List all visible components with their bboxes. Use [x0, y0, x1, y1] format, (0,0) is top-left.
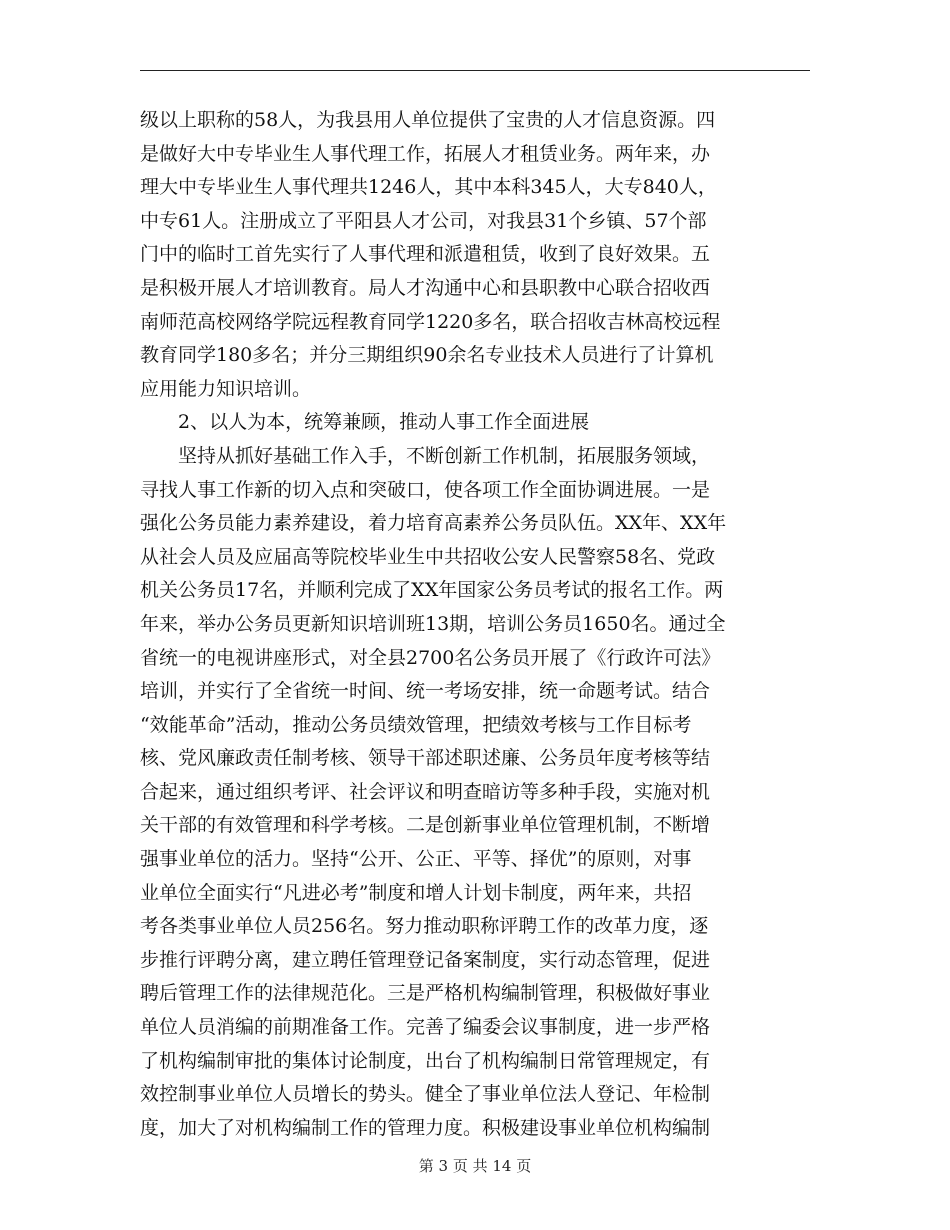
text-line: 坚持从抓好基础工作入手，不断创新工作机制，拓展服务领域，	[178, 444, 711, 467]
text-line: 强事业单位的活力。坚持“公开、公正、平等、择优”的原则，对事	[140, 848, 692, 871]
section-heading: 2、以人为本，统筹兼顾，推动人事工作全面进展	[178, 411, 590, 434]
text-line: 了机构编制审批的集体讨论制度，出台了机构编制日常管理规定，有	[140, 1049, 711, 1072]
page-footer	[0, 1155, 950, 1176]
text-line: 关干部的有效管理和科学考核。二是创新事业单位管理机制，不断增	[140, 814, 711, 837]
text-line: 门中的临时工首先实行了人事代理和派遣租赁，收到了良好效果。五	[140, 243, 711, 266]
text-line: 应用能力知识培训。	[140, 377, 312, 400]
text-line: 级以上职称的58人，为我县用人单位提供了宝贵的人才信息资源。四	[140, 109, 716, 131]
text-line: 理大中专毕业生人事代理共1246人，其中本科345人，大专840人，	[140, 176, 717, 199]
text-line: 核、党风廉政责任制考核、领导干部述职述廉、公务员年度考核等结	[140, 747, 711, 770]
text-line: 机关公务员17名，并顺利完成了XX年国家公务员考试的报名工作。两	[140, 579, 724, 602]
text-line: 中专61人。注册成立了平阳县人才公司，对我县31个乡镇、57个部	[140, 209, 707, 232]
text-line: 南师范高校网络学院远程教育同学1220多名，联合招收吉林高校远程	[140, 310, 721, 333]
text-line: 合起来，通过组织考评、社会评议和明查暗访等多种手段，实施对机	[140, 780, 711, 803]
text-line: 聘后管理工作的法律规范化。三是严格机构编制管理，积极做好事业	[140, 982, 711, 1005]
text-line: “效能革命”活动，推动公务员绩效管理，把绩效考核与工作目标考	[140, 713, 692, 736]
text-line: 培训，并实行了全省统一时间、统一考场安排，统一命题考试。结合	[140, 680, 711, 703]
text-line: 强化公务员能力素养建设，着力培育高素养公务员队伍。XX年、XX年	[140, 512, 727, 535]
text-line: 效控制事业单位人员增长的势头。健全了事业单位法人登记、年检制	[140, 1083, 711, 1106]
text-line: 考各类事业单位人员256名。努力推动职称评聘工作的改革力度，逐	[140, 915, 709, 938]
page-number: 第 3 页 共 14 页	[418, 1157, 532, 1175]
text-line: 从社会人员及应届高等院校毕业生中共招收公安人民警察58名、党政	[140, 545, 716, 568]
text-line: 教育同学180多名；并分三期组织90余名专业技术人员进行了计算机	[140, 344, 714, 367]
body-text	[140, 104, 820, 1145]
text-line: 业单位全面实行“凡进必考”制度和增人计划卡制度，两年来，共招	[140, 881, 692, 904]
text-line: 省统一的电视讲座形式，对全县2700名公务员开展了《行政许可法》	[140, 646, 721, 669]
header-rule	[140, 70, 810, 71]
text-line: 寻找人事工作新的切入点和突破口，使各项工作全面协调进展。一是	[140, 478, 711, 501]
text-line: 是积极开展人才培训教育。局人才沟通中心和县职教中心联合招收西	[140, 276, 711, 299]
text-line: 是做好大中专毕业生人事代理工作，拓展人才租赁业务。两年来，办	[140, 142, 711, 165]
text-line: 年来，举办公务员更新知识培训班13期，培训公务员1650名。通过全	[140, 612, 726, 635]
text-line: 单位人员消编的前期准备工作。完善了编委会议事制度，进一步严格	[140, 1016, 711, 1039]
text-line: 度，加大了对机构编制工作的管理力度。积极建设事业单位机构编制	[140, 1116, 711, 1139]
text-line: 步推行评聘分离，建立聘任管理登记备案制度，实行动态管理，促进	[140, 948, 711, 971]
